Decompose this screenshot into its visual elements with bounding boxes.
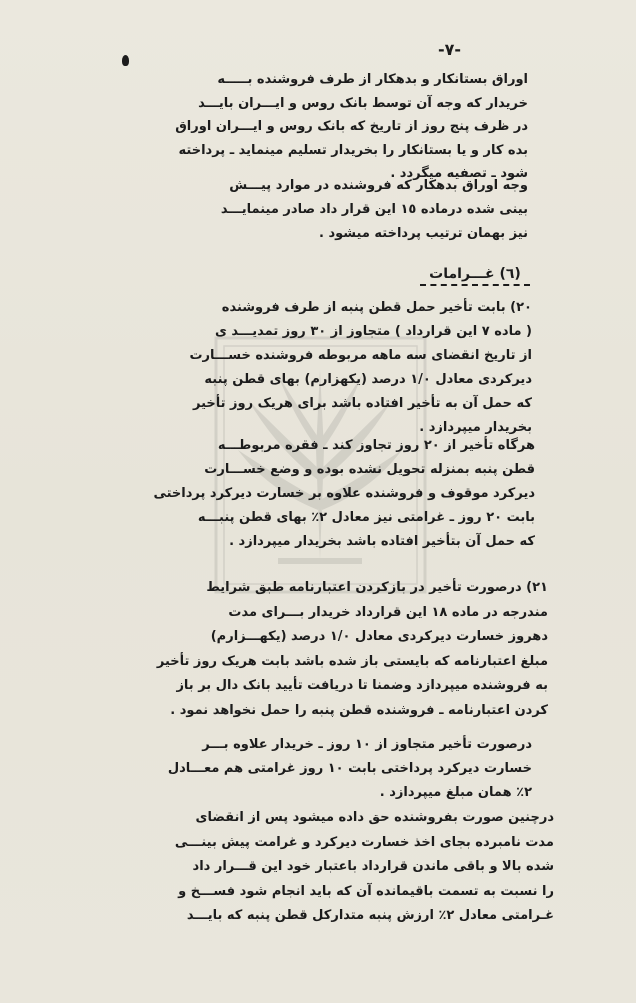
text-line: غـرامتی معادل ٢٪ ارزش پنبه متدارکل قطن پنبه که بایـــد bbox=[186, 908, 554, 923]
text-line: نیز بهمان ترتیب پرداخته میشود . bbox=[319, 226, 528, 241]
text-line: اوراق بستانکار و بدهکار از طرف فروشنده بـــــه bbox=[217, 72, 528, 87]
text-line: هرگاه تأخیر از ٢٠ روز تجاوز کند ـ فقره مربوطـــه bbox=[217, 438, 535, 453]
text-line: ٢١) درصورت تأخیر در بازکردن اعتبارنامه طبق شرایط bbox=[206, 580, 548, 595]
ink-dot bbox=[122, 55, 129, 66]
text-line: مدت نامبرده بجای اخذ خسارت دیرکرد و غرامت پیش بینـــی bbox=[174, 834, 554, 850]
paragraph-article-21 bbox=[156, 576, 548, 723]
paragraph-contract-termination bbox=[174, 806, 554, 929]
text-line: دیرکردی معادل ١/٠ درصد (یکهزارم) بهای قطن پنبه bbox=[204, 372, 532, 387]
text-line: دهروز خسارت دیرکردی معادل ١/٠ درصد (یکهـــزارم) bbox=[210, 629, 548, 644]
text-line: که حمل آن به تأخیر افتاده باشد برای هریک روز تأخیر bbox=[193, 396, 532, 411]
paragraph-delay-over-20-days bbox=[153, 434, 535, 554]
text-line: خسارت دیرکرد پرداختی بابت ١٠ روز غرامتی هم معـــادل bbox=[167, 761, 532, 776]
text-line: مبلغ اعتبارنامه که بایستی باز شده باشد بابت هریک روز تأخیر bbox=[156, 653, 548, 669]
text-line: شده بالا و باقی ماندن قرارداد باعتبار خود این قـــرار داد bbox=[192, 859, 554, 874]
page-number: -٧- bbox=[438, 40, 462, 59]
text-line: بابت ٢٠ روز ـ غرامتی نیز معادل ٢٪ بهای قطن پنبـــه bbox=[197, 510, 535, 525]
text-line: شود ـ تصفیه میگردد . bbox=[390, 166, 528, 181]
text-line: به فروشنده میپردازد وضمنا تا دریافت تأیید بانک دال بر باز bbox=[176, 678, 548, 693]
text-line: کردن اعتبارنامه ـ فروشنده قطن پنبه را حمل نخواهد نمود . bbox=[170, 702, 548, 718]
text-line: درصورت تأخیر متجاوز از ١٠ روز ـ خریدار علاوه بـــر bbox=[202, 737, 532, 752]
text-line: که حمل آن بتأخیر افتاده باشد بخریدار میپردازد . bbox=[229, 534, 535, 549]
text-line: خریدار که وجه آن توسط بانک روس و ایـــران بایـــد bbox=[198, 95, 528, 111]
text-line: ٢٠) بابت تأخیر حمل قطن پنبه از طرف فروشنده bbox=[221, 300, 532, 315]
paragraph-article-20 bbox=[189, 296, 532, 440]
paragraph-delay-over-10-days bbox=[167, 733, 532, 805]
text-line: وجه اوراق بدهکار که فروشنده در موارد پیـــش bbox=[229, 178, 528, 193]
text-line: قطن پنبه بمنزله تحویل نشده بوده و وضع خســـارت bbox=[204, 462, 535, 477]
text-line: از تاریخ انقضای سه ماهه مربوطه فروشنده خســـارت bbox=[189, 348, 532, 363]
text-line: ( ماده ٧ این قرارداد ) متجاوز از ٣٠ روز تمدیـــد ی bbox=[214, 324, 532, 339]
text-line: مندرجه در ماده ١٨ این قرارداد خریدار بـــرای مدت bbox=[228, 604, 548, 620]
text-line: بینی شده درماده ١٥ این قرار داد صادر مینمایـــد bbox=[220, 202, 528, 217]
section-heading-penalties: (٦) غـــرامات bbox=[420, 266, 530, 286]
text-line: بخریدار میپردازد . bbox=[419, 420, 532, 435]
text-line: در ظرف پنج روز از تاریخ که بانک روس و ایـــران اوراق bbox=[175, 119, 528, 134]
text-line: درچنین صورت بفروشنده حق داده میشود پس از انقضای bbox=[195, 810, 554, 825]
paragraph-debit-notes bbox=[220, 174, 528, 246]
text-line: را نسبت به تسمت باقیمانده آن که باید انجام شود فســـخ و bbox=[178, 883, 554, 899]
text-line: دیرکرد موقوف و فروشنده علاوه بر خسارت دیرکرد پرداختی bbox=[153, 486, 535, 501]
text-line: بده کار و یا بستانکار را بخریدار تسلیم مینماید ـ پرداخته bbox=[178, 142, 528, 158]
text-line: ٢٪ همان مبلغ میپردازد . bbox=[379, 785, 532, 800]
